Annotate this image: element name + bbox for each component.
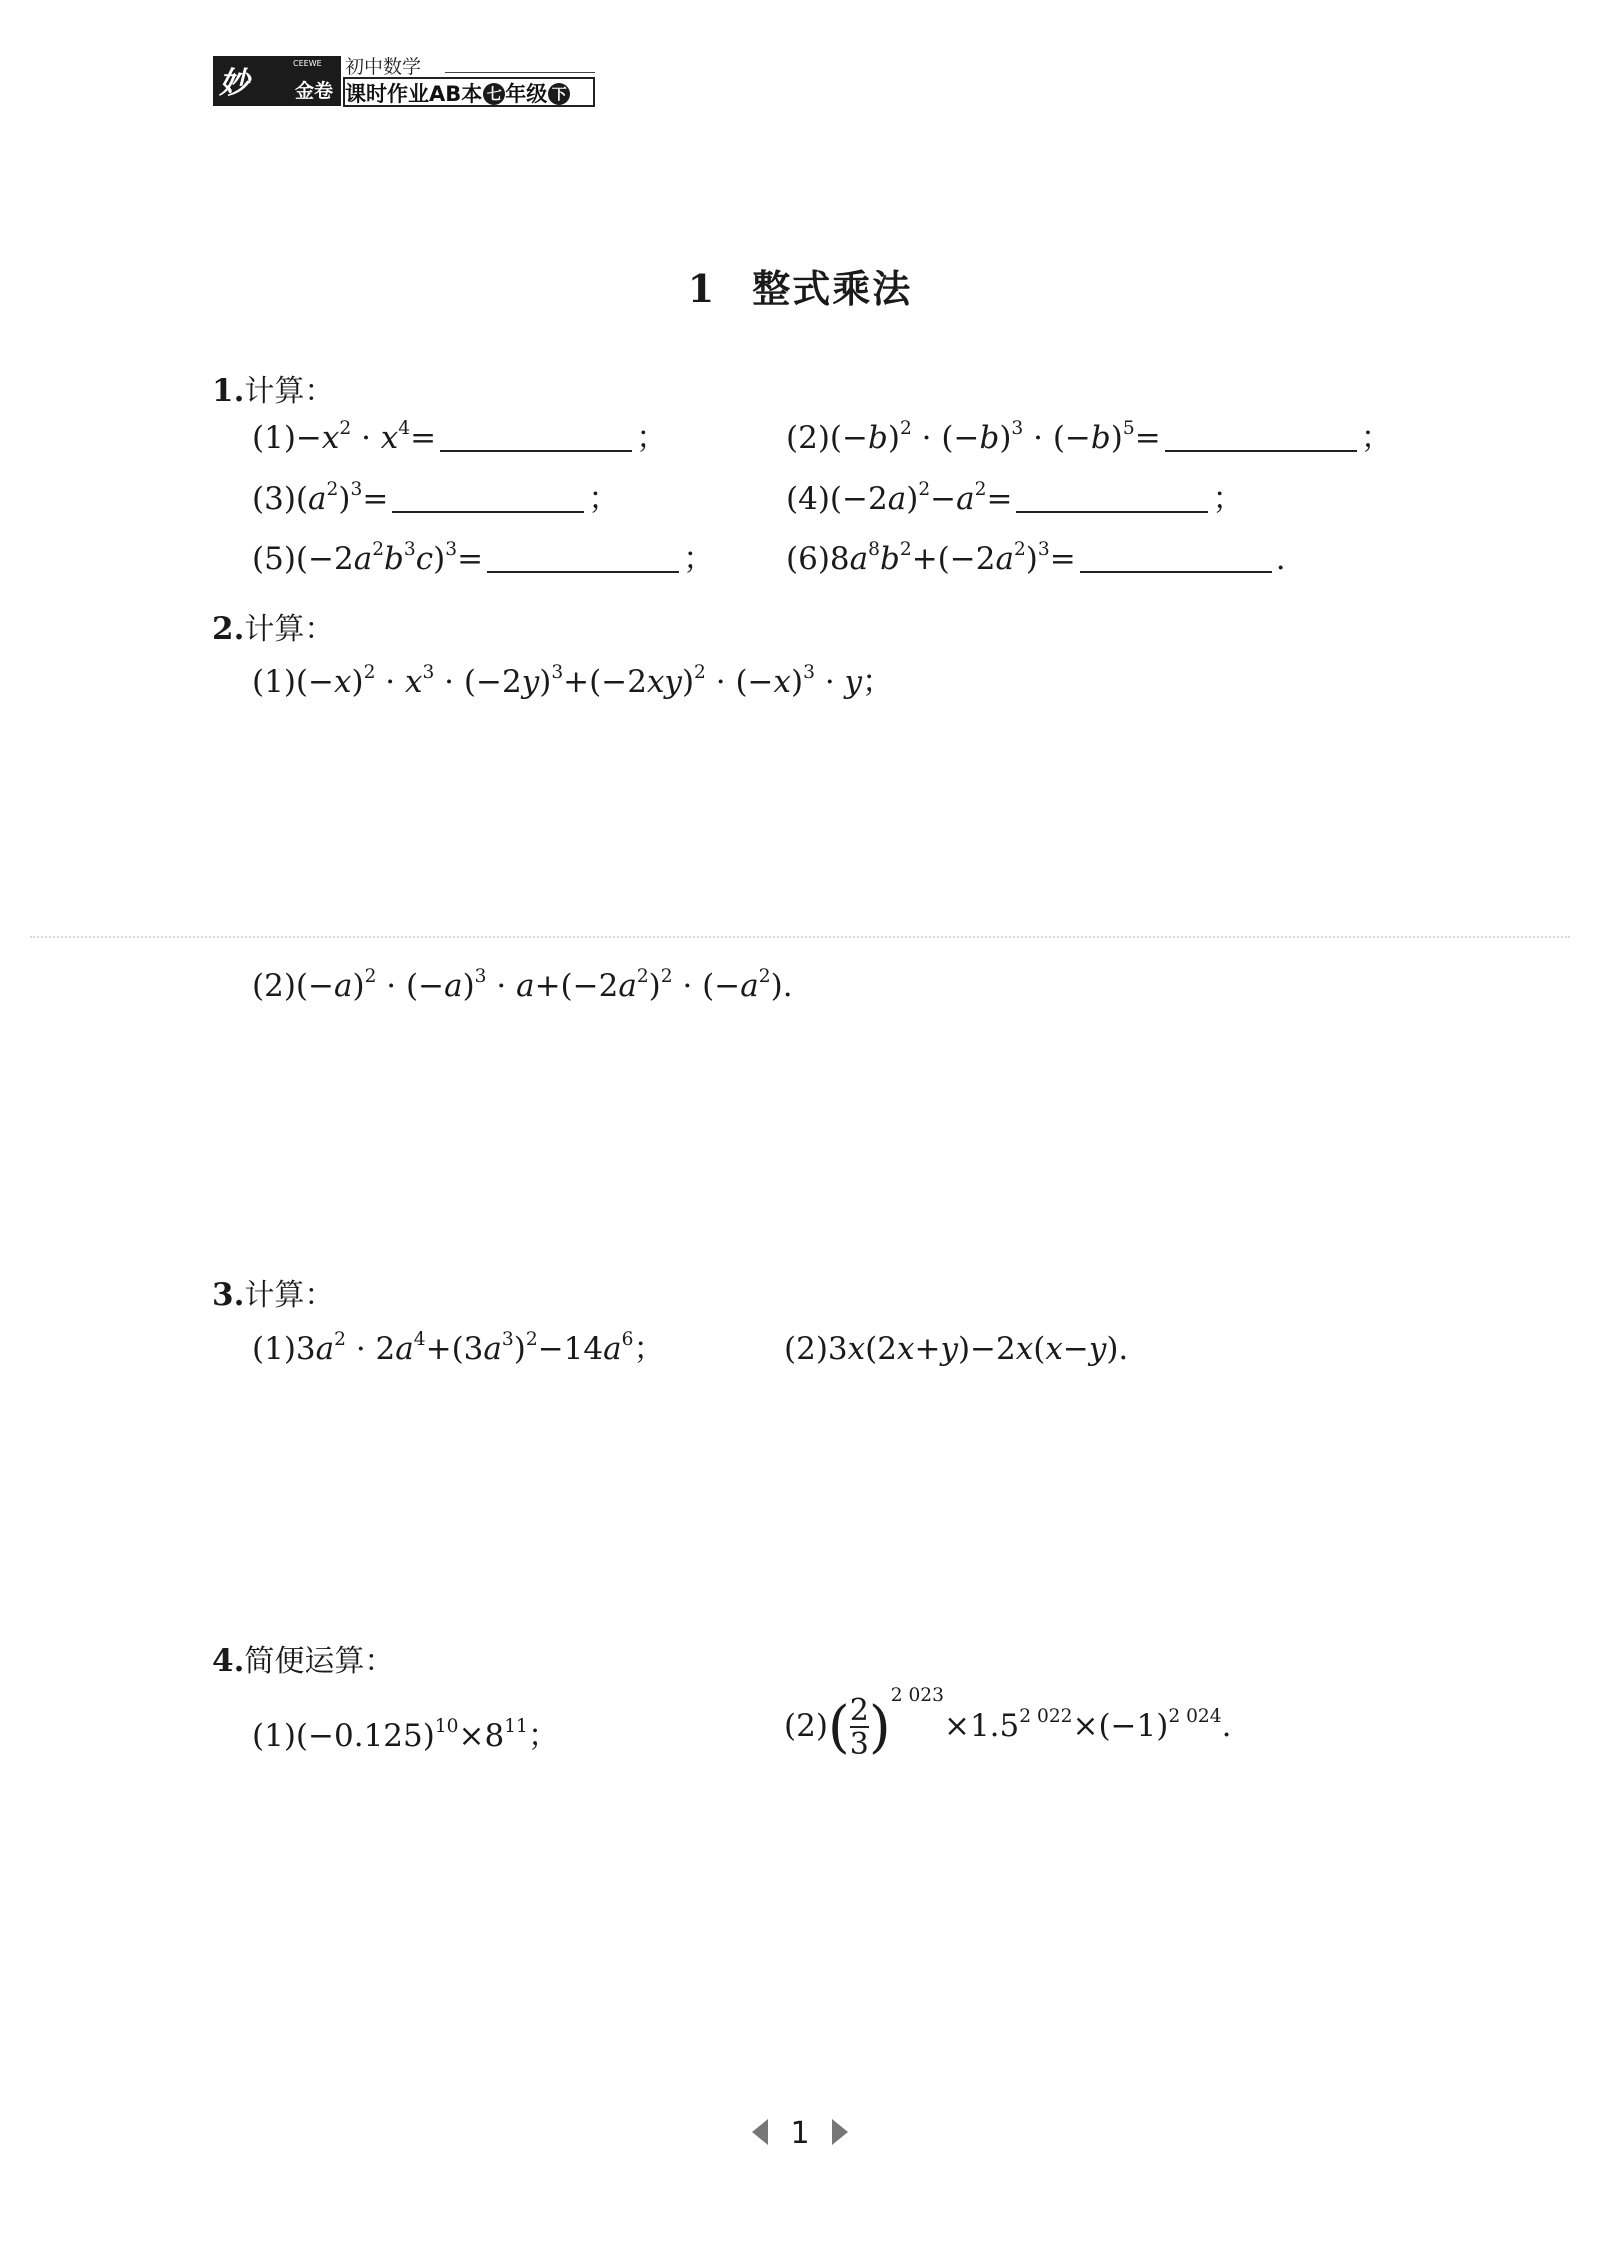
answer-blank[interactable] xyxy=(440,422,632,452)
question-prompt: 简便运算： xyxy=(244,1644,395,1679)
item-tail: ； xyxy=(1212,481,1244,517)
item-label: (1) xyxy=(252,420,296,456)
brand-english: CEEWE xyxy=(293,59,322,68)
section-number: 1 xyxy=(687,266,717,311)
item-label: (4) xyxy=(786,481,830,517)
q1-item-6: $(6)8a^8b^2+(-2a^2)^3=$ . xyxy=(786,539,1286,577)
item-label: (2) xyxy=(784,1708,828,1745)
page-number: 1 xyxy=(790,2116,810,2151)
item-label: (2) xyxy=(252,968,296,1004)
question-number: 4. xyxy=(212,1643,245,1679)
item-label: (2) xyxy=(786,420,830,456)
question-prompt: 计算： xyxy=(244,612,335,647)
fraction-denominator: 3 xyxy=(849,1726,869,1762)
section-title-text: 整式乘法 xyxy=(752,266,913,311)
question-number: 3. xyxy=(212,1277,245,1313)
answer-blank[interactable] xyxy=(1165,422,1357,452)
q3-item-1: $(1)3a^2 \cdot 2a^4+(3a^3)^2-14a^6$； xyxy=(252,1329,665,1367)
brand-name: 妙 xyxy=(219,66,247,101)
item-label: (2) xyxy=(784,1331,828,1367)
item-label: (3) xyxy=(252,481,296,517)
grade-char: 级 xyxy=(526,82,548,106)
brand-subtitle: 金卷 xyxy=(295,80,334,102)
q1-item-5: $(5)(-2a^2b^3c)^3=$ ； xyxy=(252,539,715,577)
series-label xyxy=(345,78,570,108)
q3-item-2: (2)3x(2x+y)−2x(x−y). xyxy=(784,1331,1129,1367)
fraction-two-thirds xyxy=(849,1692,869,1762)
question-prompt: 计算： xyxy=(244,374,335,409)
series-text: 课时作业AB本 xyxy=(345,82,483,106)
q2-item-2: $(2)(-a)^2 \cdot (-a)^3 \cdot a+(-2a^2)^2 \cdot (-a^2)$. xyxy=(252,966,793,1004)
q4-item-2: (2)( $\frac{2}{3}$ )$^{2 023}\times 1.5^{2 022}\times(-1)^{2 024}$. xyxy=(784,1684,1232,1762)
header-logo xyxy=(213,50,598,108)
grade-char: 年 xyxy=(505,82,527,106)
answer-blank[interactable] xyxy=(1080,543,1272,573)
q1-item-3: $(3)(a^2)^3=$ ； xyxy=(252,479,620,517)
q1-item-2: $(2)(-b)^2 \cdot (-b)^3 \cdot (-b)^5=$ ； xyxy=(786,418,1392,456)
q4-item-1: $(1)(-0.125)^{10}\times 8^{11}$； xyxy=(252,1716,559,1754)
question-prompt: 计算： xyxy=(244,1278,335,1313)
answer-blank[interactable] xyxy=(487,543,679,573)
item-tail: ； xyxy=(588,481,620,517)
page-footer xyxy=(0,2116,1600,2151)
item-label: (5) xyxy=(252,541,296,577)
question-3-heading xyxy=(212,1270,334,1314)
section-title xyxy=(0,258,1600,313)
header-rule xyxy=(445,72,595,73)
next-page-icon[interactable] xyxy=(832,2119,848,2145)
item-tail: ； xyxy=(683,541,715,577)
brand-badge xyxy=(213,56,341,106)
item-label: (1) xyxy=(252,1331,296,1367)
prev-page-icon[interactable] xyxy=(752,2119,768,2145)
item-tail: . xyxy=(1275,541,1286,577)
grade-chip: 下 xyxy=(548,83,570,105)
question-2-heading xyxy=(212,604,334,648)
q1-item-1: $(1)-x^2 \cdot x^4=$ ； xyxy=(252,418,668,456)
grade-chip: 七 xyxy=(483,83,505,105)
q2-item-1: $(1)(-x)^2 \cdot x^3 \cdot (-2y)^3+(-2xy)^2 \cdot (-x)^3 \cdot y$； xyxy=(252,662,894,700)
q1-item-4: $(4)(-2a)^2-a^2=$ ； xyxy=(786,479,1244,517)
item-label: (1) xyxy=(252,1718,296,1754)
question-number: 2. xyxy=(212,611,245,647)
answer-blank[interactable] xyxy=(392,483,584,513)
answer-blank[interactable] xyxy=(1016,483,1208,513)
item-label: (6) xyxy=(786,541,830,577)
question-1-heading xyxy=(212,366,334,410)
fold-line xyxy=(30,936,1570,938)
item-label: (1) xyxy=(252,664,296,700)
question-number: 1. xyxy=(212,373,245,409)
item-tail: ； xyxy=(636,420,668,456)
fraction-numerator: 2 xyxy=(849,1692,869,1728)
subject-label: 初中数学 xyxy=(345,56,422,78)
item-tail: ； xyxy=(1360,420,1392,456)
question-4-heading xyxy=(212,1636,394,1680)
